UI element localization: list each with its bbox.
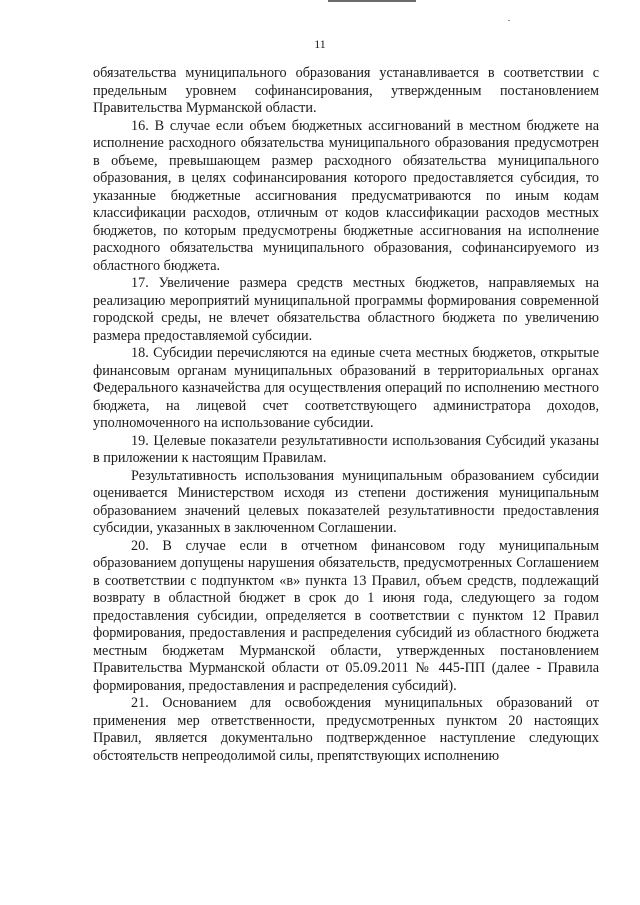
paragraph-17: 17. Увеличение размера средств местных бюджетов, направляемых на реализацию мероприятий муниципальной программы формирования современной городской среды, не влечет обязательства областного бюджета по увеличению размера предоставляемой субсидии.	[93, 275, 599, 344]
paragraph-21: 21. Основанием для освобождения муниципальных образований от применения мер ответственности, предусмотренных пунктом 20 настоящих Правил, является документально подтвержденное наступление следующих обстоятельств непреодолимой силы, препятствующих исполнению	[93, 695, 599, 764]
paragraph-continuation: обязательства муниципального образования устанавливается в соответствии с предельным уровнем софинансирования, утвержденным постановлением Правительства Мурманской области.	[93, 65, 599, 116]
scan-mark	[328, 0, 416, 2]
document-body	[93, 65, 599, 765]
scan-speck	[508, 20, 510, 21]
paragraph-18: 18. Субсидии перечисляются на единые счета местных бюджетов, открытые финансовым органам муниципальных образований в территориальных органах Федерального казначейства для осуществления операций по исполнению местного бюджета, на лицевой счет соответствующего администратора доходов, уполномоченного на использование субсидии.	[93, 345, 599, 431]
paragraph-19-effectiveness: Результативность использования муниципальным образованием субсидии оценивается Министерством исходя из степени достижения муниципальным образованием значений целевых показателей результативности предоставления субсидии, указанных в заключенном Соглашении.	[93, 467, 599, 536]
paragraph-16: 16. В случае если объем бюджетных ассигнований в местном бюджете на исполнение расходного обязательства муниципального образования предусмотрен в объеме, превышающем размер расходного обязательства муниципального образования, в целях софинансирования которого предоставляется субсидия, то указанные бюджетные ассигнования предусматриваются по иным кодам классификации расходов, отличным от кодов классификации расходов местных бюджетов, по которым предусмотрены бюджетные ассигнования на исполнение расходного обязательства муниципального образования, софинансируемого из областного бюджета.	[93, 117, 599, 274]
page-number: 11	[314, 37, 326, 51]
paragraph-19: 19. Целевые показатели результативности использования Субсидий указаны в приложении к настоящим Правилам.	[93, 432, 599, 466]
paragraph-20: 20. В случае если в отчетном финансовом году муниципальным образованием допущены нарушения обязательств, предусмотренных Соглашением в соответствии с подпунктом «в» пункта 13 Правил, объем средств, подлежащий возврату в областной бюджет в срок до 1 июня года, следующего за годом предоставления субсидии, определяется в соответствии с пунктом 12 Правил формирования, предоставления и распределения субсидий из областного бюджета местным бюджетам Мурманской области, утвержденных постановлением Правительства Мурманской области от 05.09.2011 № 445-ПП (далее - Правила формирования, предоставления и распределения субсидий).	[93, 537, 599, 694]
